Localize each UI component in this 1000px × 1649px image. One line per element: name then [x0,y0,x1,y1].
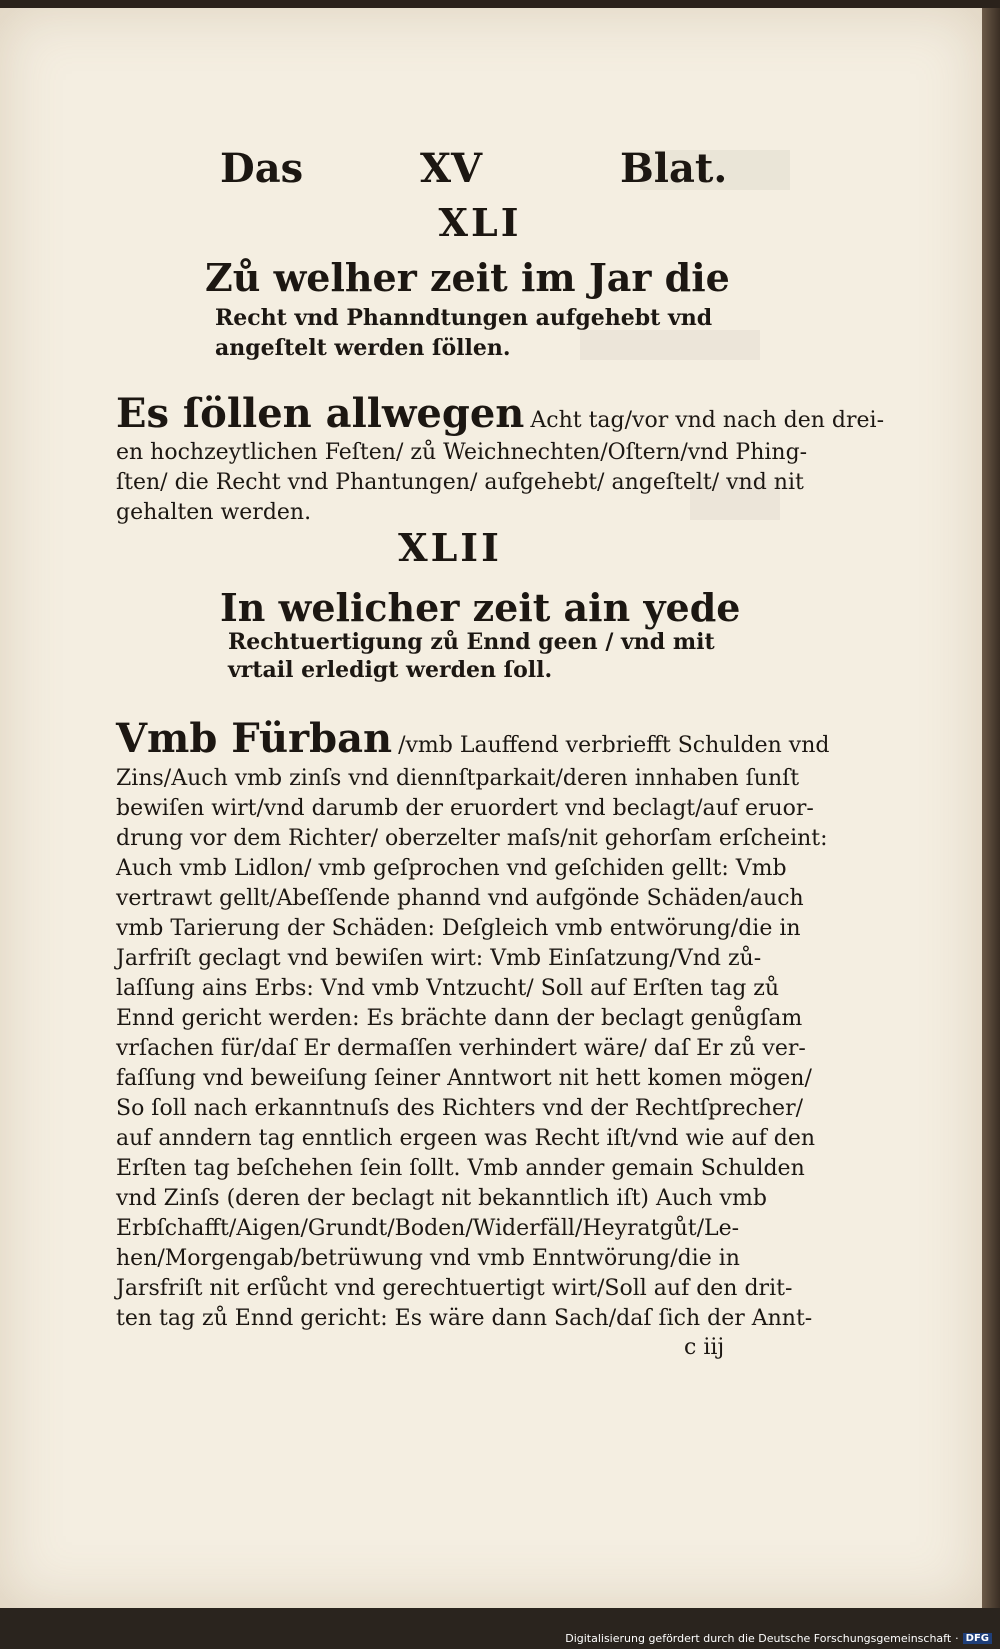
chapter-title-line: vrtail erledigt werden ſoll. [228,657,553,683]
text-line: So ſoll nach erkanntnuſs des Richters vnd der Rechtſprecher/ [116,1096,803,1121]
text-line: Jarsfriſt nit erſůcht vnd gerechtuertigt wirt/Soll auf den drit- [116,1276,793,1301]
text-line: vertrawt gellt/Abeſſende phannd vnd aufgönde Schäden/auch [116,886,804,911]
text-line: Auch vmb Lidlon/ vmb geſprochen vnd geſchiden gellt: Vmb [116,856,787,881]
running-header [220,145,740,195]
text-line: vrſachen für/daſ Er dermaſſen verhindert wäre/ daſ Er zů ver- [116,1036,806,1061]
chapter-title-large: In welicher zeit ain yede [220,585,741,630]
paragraph-first-line [116,392,884,436]
text-line: drung vor dem Richter/ oberzelter maſs/nit gehorſam erſcheint: [116,826,828,851]
show-through-mark [580,330,760,360]
text-line: en hochzeytlichen Feſten/ zů Weichnechten/Oſtern/vnd Phing- [116,440,808,465]
text-line: /vmb Lauffend verbriefft Schulden vnd [398,733,830,758]
signature-mark: c iij [684,1335,725,1360]
credit-text: Digitalisierung gefördert durch die Deutsche Forschungsgemeinschaft [565,1632,952,1645]
text-line: Erbſchafft/Aigen/Grundt/Boden/Widerfäll/Heyratgůt/Le- [116,1216,740,1241]
text-line: gehalten werden. [116,500,312,525]
text-line: bewiſen wirt/vnd darumb der eruordert vnd beclagt/auf eruor- [116,796,814,821]
paragraph-initial-words: Es ſöllen allwegen [116,390,525,437]
chapter-title-line: angeſtelt werden ſöllen. [215,335,511,361]
chapter-title-line: Recht vnd Phanndtungen aufgehebt vnd [215,305,713,331]
header-left: Das [220,145,304,192]
chapter-title-large: Zů welher zeit im Jar die [205,255,730,300]
text-line: Ennd gericht werden: Es brächte dann der beclagt genůgſam [116,1006,803,1031]
text-line: Zins/Auch vmb zinſs vnd diennſtparkait/deren innhaben ſunſt [116,766,800,791]
text-line: faſſung vnd beweiſung ſeiner Anntwort nit hett komen mögen/ [116,1066,812,1091]
header-right: Blat. [620,145,728,192]
book-spine [982,8,1000,1608]
text-line: vnd Zinſs (deren der beclagt nit bekanntlich iſt) Auch vmb [116,1186,767,1211]
text-line: Jarfriſt geclagt vnd bewiſen wirt: Vmb Einſatzung/Vnd zů- [116,946,762,971]
digitization-credit: Digitalisierung gefördert durch die Deutsche Forschungsgemeinschaft · DFG [565,1632,992,1645]
chapter-title-line: Rechtuertigung zů Ennd geen / vnd mit [228,629,715,655]
text-line: vmb Tarierung der Schäden: Deſgleich vmb entwörung/die in [116,916,801,941]
text-line: auf anndern tag enntlich ergeen was Recht iſt/vnd wie auf den [116,1126,816,1151]
scan-footer-strip [0,1608,1000,1649]
chapter-number: XLII [398,525,502,570]
paragraph-initial-words: Vmb Fürban [116,715,393,762]
chapter-number: XLI [438,200,522,245]
text-line: ten tag zů Ennd gericht: Es wäre dann Sach/daſ ſich der Annt- [116,1306,813,1331]
text-line: Erſten tag beſchehen ſein ſollt. Vmb annder gemain Schulden [116,1156,805,1181]
text-line: laſſung ains Erbs: Vnd vmb Vntzucht/ Soll auf Erſten tag zů [116,976,780,1001]
text-line: hen/Morgengab/betrüwung vnd vmb Enntwörung/die in [116,1246,740,1271]
paragraph-first-line [116,717,829,761]
dfg-logo: DFG [963,1633,992,1644]
text-line: Acht tag/vor vnd nach den drei- [530,408,885,433]
text-line: ſten/ die Recht vnd Phantungen/ aufgehebt/ angeſtelt/ vnd nit [116,470,804,495]
folio-number: XV [420,145,483,192]
